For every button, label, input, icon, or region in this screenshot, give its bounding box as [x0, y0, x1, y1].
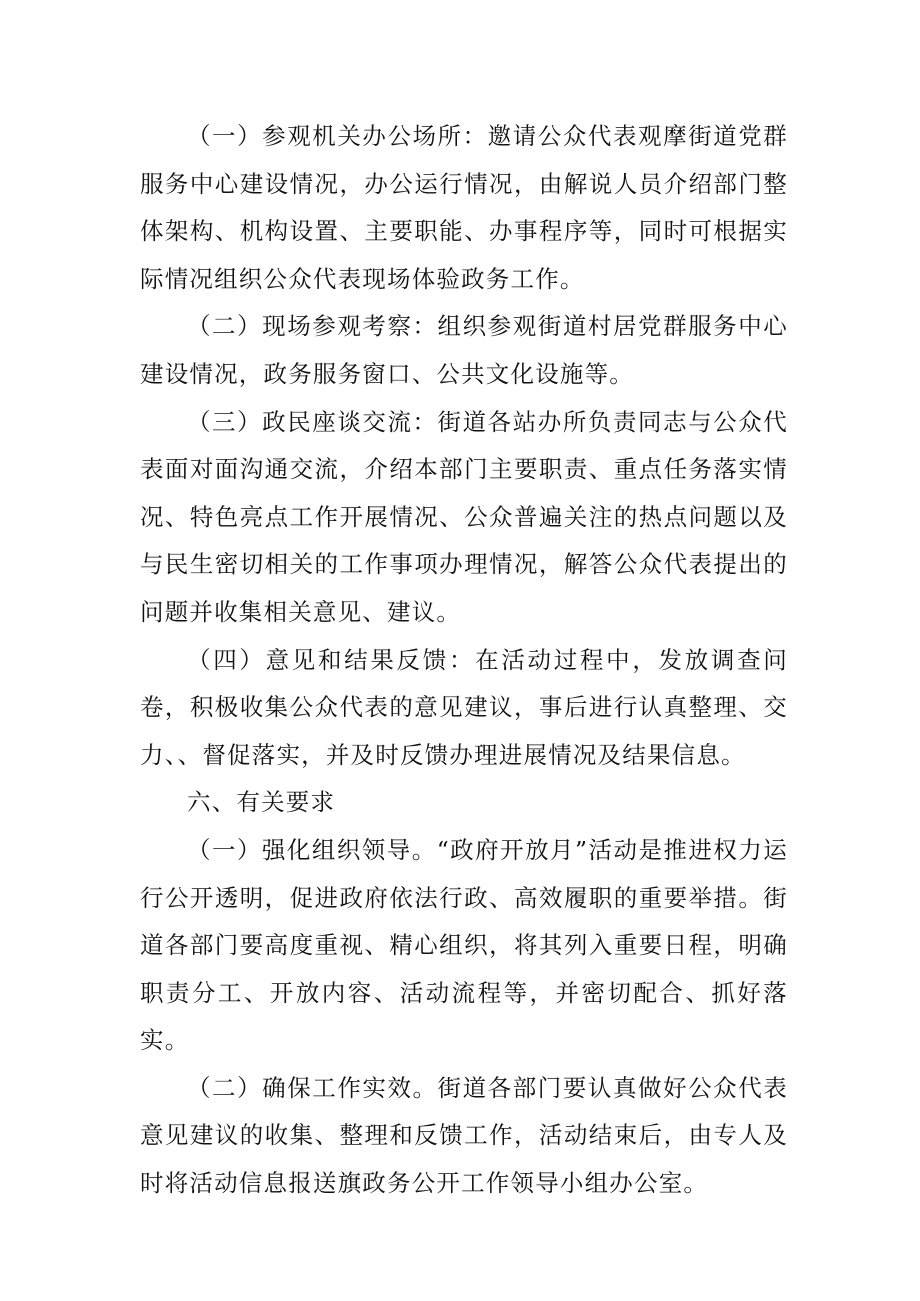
paragraph-site-inspection: （二）现场参观考察：组织参观街道村居党群服务中心建设情况，政务服务窗口、公共文化设施等。 [140, 312, 788, 388]
document-page [140, 113, 788, 1208]
paragraph-organization-leadership: （一）强化组织领导。“政府开放月”活动是推进权力运行公开透明，促进政府依法行政、高效履职的重要举措。街道各部门要高度重视、精心组织，将其列入重要日程，明确职责分工、开放内容、活动流程等，并密切配合、抓好落实。 [140, 835, 788, 1055]
paragraph-visit-offices: （一）参观机关办公场所：邀请公众代表观摩街道党群服务中心建设情况，办公运行情况，由解说人员介绍部门整体架构、机构设置、主要职能、办事程序等，同时可根据实际情况组织公众代表现场体验政务工作。 [140, 122, 788, 293]
paragraph-work-effectiveness: （二）确保工作实效。街道各部门要认真做好公众代表意见建议的收集、整理和反馈工作，活动结束后，由专人及时将活动信息报送旗政务公开工作领导小组办公室。 [140, 1073, 788, 1198]
section-heading-requirements: 六、有关要求 [187, 788, 336, 817]
paragraph-forum-exchange: （三）政民座谈交流：街道各站办所负责同志与公众代表面对面沟通交流，介绍本部门主要职责、重点任务落实情况、特色亮点工作开展情况、公众普遍关注的热点问题以及与民生密切相关的工作事项办理情况，解答公众代表提出的问题并收集相关意见、建议。 [140, 407, 788, 626]
paragraph-feedback: （四）意见和结果反馈：在活动过程中，发放调查问卷，积极收集公众代表的意见建议，事后进行认真整理、交力、、督促落实，并及时反馈办理进展情况及结果信息。 [140, 645, 788, 769]
